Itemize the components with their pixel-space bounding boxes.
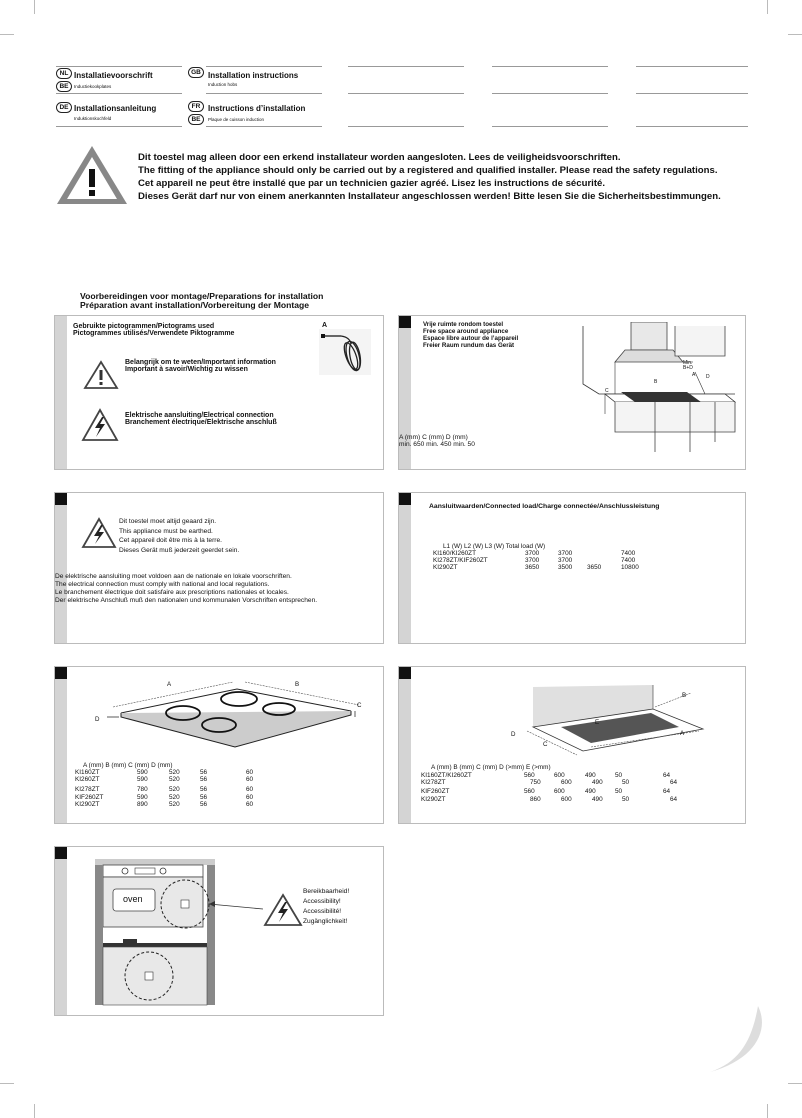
crop-mark [34, 1104, 35, 1118]
cell-l3: 3650 [587, 564, 602, 571]
diagram-label: D [511, 731, 516, 738]
cell-d: 60 [246, 769, 254, 776]
cell-d: 60 [246, 794, 254, 801]
electric-warning-icon [263, 893, 303, 927]
panel-earthing [54, 492, 384, 644]
label-a: A [322, 322, 328, 329]
header-rule [206, 93, 322, 94]
header-rule [636, 66, 748, 67]
cell-model: KI160ZT/KI260ZT [421, 772, 472, 779]
cell-b: 520 [169, 769, 180, 776]
diagram-label: B [654, 379, 658, 385]
lang-badge-be: BE [56, 81, 72, 92]
panel-number [399, 316, 411, 328]
panel-gutter [55, 847, 67, 1015]
dims-table-header: A (mm) B (mm) C (mm) D (mm) [83, 762, 173, 769]
cell-model: KI278ZT [421, 779, 446, 786]
lang-badge-de: DE [56, 102, 72, 113]
cell-c: 56 [200, 776, 208, 783]
panel-number [55, 847, 67, 859]
header-rule [348, 93, 464, 94]
subtitle-nl: Inductiekookplates [74, 84, 112, 89]
header-rule [348, 66, 464, 67]
cell-d: 60 [246, 786, 254, 793]
cell-l1: 3650 [525, 564, 540, 571]
accessibility-text: Bereikbaarheid! [303, 888, 350, 895]
cell-b: 520 [169, 776, 180, 783]
brand-swoosh-decoration [700, 1000, 770, 1080]
crop-mark [0, 34, 14, 35]
lang-badge-fr: FR [188, 101, 204, 112]
panel-number [399, 493, 411, 505]
header-rule [636, 126, 748, 127]
cell-a: 590 [137, 776, 148, 783]
header-rule [56, 66, 182, 67]
cell-model: KI290ZT [421, 796, 446, 803]
header-rule [206, 126, 322, 127]
warning-line-nl: Dit toestel mag alleen door een erkend installateur worden aangesloten. Lees de veiligheidsvoorschriften. [138, 152, 621, 163]
panel-cutout-dimensions [398, 666, 746, 824]
warning-line-fr: Cet appareil ne peut être installé que par un technicien gazier agréé. Lisez les instructions de sécurité. [138, 178, 606, 189]
cell-b: 520 [169, 794, 180, 801]
title-gb: Installation instructions [208, 71, 299, 80]
cell-a: 750 [530, 779, 541, 786]
cell-b: 520 [169, 786, 180, 793]
cell-total: 10800 [621, 564, 639, 571]
cell-a: 890 [137, 801, 148, 808]
title-de: Installationsanleitung [74, 104, 157, 113]
section-title: Voorbereidingen voor montage/Preparations for installation [80, 291, 324, 301]
cell-e: 64 [670, 779, 678, 786]
subtitle-gb: Induction hobs [208, 82, 238, 87]
earthing-text: Cet appareil doit être mis à la terre. [119, 537, 222, 544]
panel-number [55, 667, 67, 679]
diagram-label: A [167, 681, 172, 688]
cell-l1: 3700 [525, 557, 540, 564]
accessibility-text: Zugänglichkeit! [303, 918, 348, 925]
cell-d: 60 [246, 801, 254, 808]
warning-line-en: The fitting of the appliance should only be carried out by a registered and qualified installer. Please read the safety regulations. [138, 165, 718, 176]
diagram-label: B [682, 692, 687, 699]
cell-b: 600 [554, 772, 565, 779]
diagram-label: Min. [683, 360, 693, 366]
cell-model: KI160ZT [75, 769, 100, 776]
warning-triangle-icon [54, 143, 130, 207]
header-rule [348, 126, 464, 127]
cell-model: KIF260ZT [421, 788, 450, 795]
electric-text: Branchement électrique/Elektrische anschluß [125, 419, 277, 426]
header-rule [492, 66, 608, 67]
regulation-text: De elektrische aansluiting moet voldoen aan de nationale en lokale voorschriften. [55, 573, 292, 580]
lang-badge-nl: NL [56, 68, 72, 79]
cell-l1: 3700 [525, 550, 540, 557]
cell-a: 590 [137, 794, 148, 801]
title-fr: Instructions d’installation [208, 104, 306, 113]
cell-a: 860 [530, 796, 541, 803]
panel-pictograms [54, 315, 384, 470]
panel-title: Free space around appliance [423, 328, 509, 335]
cell-model: KI290ZT [433, 564, 458, 571]
cell-d: 50 [622, 796, 630, 803]
regulation-text: Der elektrische Anschluß muß den nationalen und kommunalen Vorschriften entsprechen. [55, 597, 318, 604]
header-rule [492, 126, 608, 127]
hob-dimension-diagram [87, 677, 367, 757]
cell-c: 56 [200, 769, 208, 776]
cutout-diagram [503, 681, 733, 761]
cell-c: 490 [592, 796, 603, 803]
info-text: Important à savoir/Wichtig zu wissen [125, 366, 248, 373]
cell-l2: 3500 [558, 564, 573, 571]
diagram-label: D [706, 374, 710, 380]
accessibility-text: Accessibilité! [303, 908, 342, 915]
load-table-header: L1 (W) L2 (W) L3 (W) Total load (W) [443, 543, 546, 550]
panel-free-space [398, 315, 746, 470]
cell-b: 600 [561, 796, 572, 803]
panel-hob-dimensions [54, 666, 384, 824]
crop-mark [767, 1104, 768, 1118]
cell-c: 490 [585, 772, 596, 779]
oven-installation-diagram [95, 859, 285, 1009]
diagram-label: B+D [683, 365, 693, 371]
cell-model: KI290ZT [75, 801, 100, 808]
diagram-label: E [595, 719, 600, 726]
subtitle-fr: Plaque de cuisson induction [208, 117, 265, 122]
cell-b: 520 [169, 801, 180, 808]
cell-c: 56 [200, 794, 208, 801]
earthing-text: Dieses Gerät muß jederzeit geerdet sein. [119, 547, 240, 554]
dims-values: min. 650 min. 450 min. 50 [399, 441, 475, 448]
panel-title: Espace libre autour de l’appareil [423, 335, 519, 342]
cell-c: 490 [592, 779, 603, 786]
cell-model: KI160/KI260ZT [433, 550, 476, 557]
cell-c: 56 [200, 786, 208, 793]
cell-e: 64 [663, 772, 671, 779]
panel-gutter [399, 493, 411, 643]
panel-connected-load [398, 492, 746, 644]
cell-model: KI278ZT/KIF260ZT [433, 557, 488, 564]
cell-model: KI278ZT [75, 786, 100, 793]
cell-e: 64 [670, 796, 678, 803]
cell-total: 7400 [621, 550, 636, 557]
cell-total: 7400 [621, 557, 636, 564]
cell-d: 50 [615, 788, 623, 795]
cell-b: 600 [561, 779, 572, 786]
panel-gutter [55, 316, 67, 469]
cell-a: 590 [137, 769, 148, 776]
regulation-text: The electrical connection must comply with national and local regulations. [55, 581, 270, 588]
panel-title: Pictogrammes utilisés/Verwendete Piktogramme [73, 330, 235, 337]
subtitle-de: Induktionskochfeld [74, 116, 112, 121]
electric-text: Elektrische aansluiting/Electrical connection [125, 412, 274, 419]
info-text: Belangrijk om te weten/Important information [125, 359, 276, 366]
warning-line-de: Dieses Gerät darf nur von einem anerkannten Installateur angeschlossen werden! Bitte lesen Sie die Sicherheitsbestimmungen. [138, 191, 721, 202]
panel-title: Aansluitwaarden/Connected load/Charge connectée/Anschlussleistung [429, 503, 660, 510]
crop-mark [788, 1083, 802, 1084]
cell-l2: 3700 [558, 550, 573, 557]
header-rule [492, 93, 608, 94]
cell-d: 50 [622, 779, 630, 786]
cable-icon [317, 328, 373, 376]
cell-e: 64 [663, 788, 671, 795]
cell-a: 780 [137, 786, 148, 793]
crop-mark [0, 1083, 14, 1084]
lang-badge-be: BE [188, 114, 204, 125]
header-rule [56, 93, 182, 94]
kitchen-clearance-diagram [575, 322, 740, 464]
panel-gutter [399, 667, 411, 823]
cell-c: 490 [585, 788, 596, 795]
panel-gutter [55, 667, 67, 823]
panel-title: Gebruikte pictogrammen/Pictograms used [73, 323, 215, 330]
accessibility-text: Accessibility! [303, 898, 341, 905]
panel-number [399, 667, 411, 679]
cell-l2: 3700 [558, 557, 573, 564]
crop-mark [788, 34, 802, 35]
section-title: Préparation avant installation/Vorbereitung der Montage [80, 300, 310, 310]
panel-title: Freier Raum rundum das Gerät [423, 342, 515, 349]
lang-badge-gb: GB [188, 67, 204, 78]
earthing-text: Dit toestel moet altijd geaard zijn. [119, 518, 217, 525]
cell-d: 60 [246, 776, 254, 783]
info-warning-icon [83, 360, 119, 390]
dims-header: A (mm) C (mm) D (mm) [399, 434, 468, 441]
panel-accessibility [54, 846, 384, 1016]
cutout-table-header: A (mm) B (mm) C (mm) D (>mm) E (>mm) [431, 764, 551, 771]
earthing-text: This appliance must be earthed. [119, 528, 213, 535]
diagram-label: C [357, 702, 362, 709]
panel-number [55, 493, 67, 505]
regulation-text: Le branchement électrique doit satisfaire aux prescriptions nationales et locales. [55, 589, 289, 596]
title-nl: Installatievoorschrift [74, 71, 153, 80]
header-rule [206, 66, 322, 67]
diagram-label: A [680, 730, 685, 737]
cell-a: 560 [524, 772, 535, 779]
cell-model: KI260ZT [75, 776, 100, 783]
cell-c: 56 [200, 801, 208, 808]
diagram-label: A [692, 372, 696, 378]
electric-warning-icon [81, 408, 119, 442]
cell-a: 560 [524, 788, 535, 795]
cell-d: 50 [615, 772, 623, 779]
diagram-label: D [95, 716, 100, 723]
diagram-label: C [605, 388, 609, 394]
electric-warning-icon [81, 517, 117, 549]
cell-b: 600 [554, 788, 565, 795]
crop-mark [767, 0, 768, 14]
header-rule [56, 126, 182, 127]
panel-title: Vrije ruimte rondom toestel [423, 321, 504, 328]
crop-mark [34, 0, 35, 14]
header-rule [636, 93, 748, 94]
diagram-label: C [543, 741, 548, 748]
diagram-label: B [295, 681, 300, 688]
oven-label: oven [123, 894, 143, 904]
cell-model: KIF260ZT [75, 794, 104, 801]
panel-gutter [55, 493, 67, 643]
